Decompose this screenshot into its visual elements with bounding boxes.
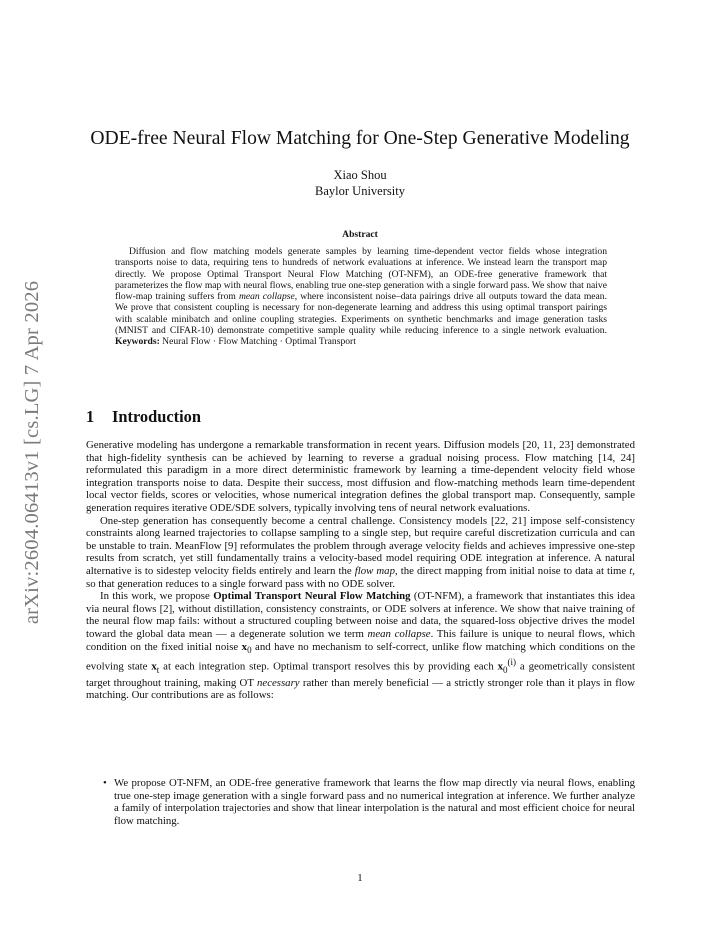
intro-text: rather than merely beneficial — a strictly stronger role than it plays in flow matching. Our contributions are as follows: — [86, 676, 635, 702]
abstract-text: Diffusion and flow matching models generate samples by learning time-dependent vector fields whose integration transports noise to data, requiring tens to hundreds of network evaluations at inference. We instead learn the transport map directly. We propose Optimal Transport Neural Flow Matching (OT-NFM), an ODE-free generative framework that parameterizes the flow map with neural flows, enabling true one-step generation with a single forward pass. We show that naive flow-map training suffers from — [115, 246, 607, 303]
math-subscript: 0 — [503, 665, 508, 675]
section-heading — [86, 407, 201, 427]
intro-text: at each integration step. Optimal transport resolves this by providing each — [159, 660, 498, 673]
author-name: Xiao Shou — [333, 168, 387, 182]
arxiv-id-text: arXiv:2604.06413v1 [cs.LG] 7 Apr 2026 — [21, 280, 44, 624]
intro-math: t — [629, 564, 633, 577]
intro-text: In this work, we propose — [100, 590, 214, 603]
list-item — [103, 777, 635, 827]
intro-text: a geometrically consistent target throughout training, making OT — [86, 660, 635, 689]
math-superscript: (i) — [507, 657, 517, 668]
paper-title: ODE-free Neural Flow Matching for One-Step Generative Modeling — [90, 128, 630, 149]
intro-emphasis: flow map — [354, 564, 395, 577]
list-item-text: We propose OT-NFM, an ODE-free generative framework that learns the flow map directly via neural flows, enabling true one-step image generation with a single forward pass and no numerical integration at inference. We further analyze a family of interpolation trajectories and show that linear interpolation is the natural and most efficient choice for neural flow matching. — [114, 777, 635, 827]
intro-text: (OT-NFM), a framework that instantiates this idea via neural flows [2], without distillation, consistency constraints, or ODE solvers at inference. We show that naive training of the neural flow map fails: without a structured coupling between noise and data, the squared-loss objective drives the model toward the global data mean — a degenerate solution we term — [86, 590, 635, 640]
intro-text: and have no mechanism to self-correct, unlike flow matching which conditions on the evolving state — [86, 640, 635, 673]
intro-paragraph-1: Generative modeling has undergone a remarkable transformation in recent years. Diffusion models [20, 11, 23] demonstrated that high-fidelity synthesis can be achieved by learning to reverse a gradual noising process. Flow matching [14, 24] reformulated this paradigm in a more direct deterministic framework by learning a time-dependent velocity field whose integration transports noise to data. Despite their success, most diffusion and flow-matching methods learn time-dependent local vector fields, scores or velocities, whose numerical integration defines the global transport map. Consequently, sample generation requires iterative ODE/SDE solvers, typically involving tens of neural network evaluations. — [86, 439, 635, 514]
contributions-list — [103, 777, 635, 827]
bullet-marker: • — [103, 777, 107, 789]
introduction-body — [86, 439, 635, 702]
math-x0: x — [241, 640, 248, 653]
intro-text: . This failure is unique to neural flows, which condition on the fixed initial noise — [86, 627, 635, 653]
intro-paragraph-2 — [86, 515, 635, 591]
math-xt: x — [151, 660, 157, 673]
method-name-bold: Optimal Transport Neural Flow Matching — [213, 590, 411, 603]
math-x0i: x — [497, 660, 504, 673]
author-affiliation: Baylor University — [315, 183, 405, 198]
intro-emphasis: mean collapse — [367, 627, 431, 640]
intro-text: , so that generation reduces to a single forward pass with no ODE solver. — [86, 564, 635, 590]
abstract-emphasis: mean collapse — [238, 291, 295, 303]
abstract-paragraph — [115, 246, 607, 348]
section-title: Introduction — [112, 407, 201, 426]
keywords-label: Keywords: — [115, 336, 160, 348]
keywords-list: Neural Flow · Flow Matching · Optimal Transport — [159, 336, 356, 348]
author-block — [160, 168, 560, 199]
math-subscript: t — [156, 665, 160, 675]
intro-text: , the direct mapping from initial noise to data at time — [394, 564, 630, 577]
math-subscript: 0 — [247, 644, 252, 655]
section-number: 1 — [86, 407, 95, 426]
arxiv-identifier-stamp — [18, 262, 48, 642]
intro-text: One-step generation has consequently become a central challenge. Consistency models [22, 21] impose self-consistency constraints along learned trajectories to collapse sampling to a single step, but require careful discretization curricula and can be unstable to train. MeanFlow [9] reformulates the problem through average velocity fields and achieves impressive one-step results from scratch, yet still fundamentally trains a velocity-based model requiring ODE integration at inference. A natural alternative is to sidestep velocity fields entirely and learn the — [86, 514, 635, 577]
page-number: 1 — [357, 872, 363, 884]
abstract-text: , where inconsistent noise–data pairings drive all outputs toward the data mean. We prove that consistent coupling is necessary for non-degenerate learning and address this using optimal transport pairings with scalable minibatch and online coupling strategies. Experiments on synthetic benchmarks and image generation tasks (MNIST and CIFAR-10) demonstrate competitive sample quality while reducing inference to a single network evaluation. — [115, 291, 607, 337]
abstract-body — [115, 246, 607, 348]
abstract-heading: Abstract — [342, 229, 378, 240]
intro-emphasis: necessary — [257, 676, 300, 689]
intro-paragraph-3 — [86, 590, 635, 702]
